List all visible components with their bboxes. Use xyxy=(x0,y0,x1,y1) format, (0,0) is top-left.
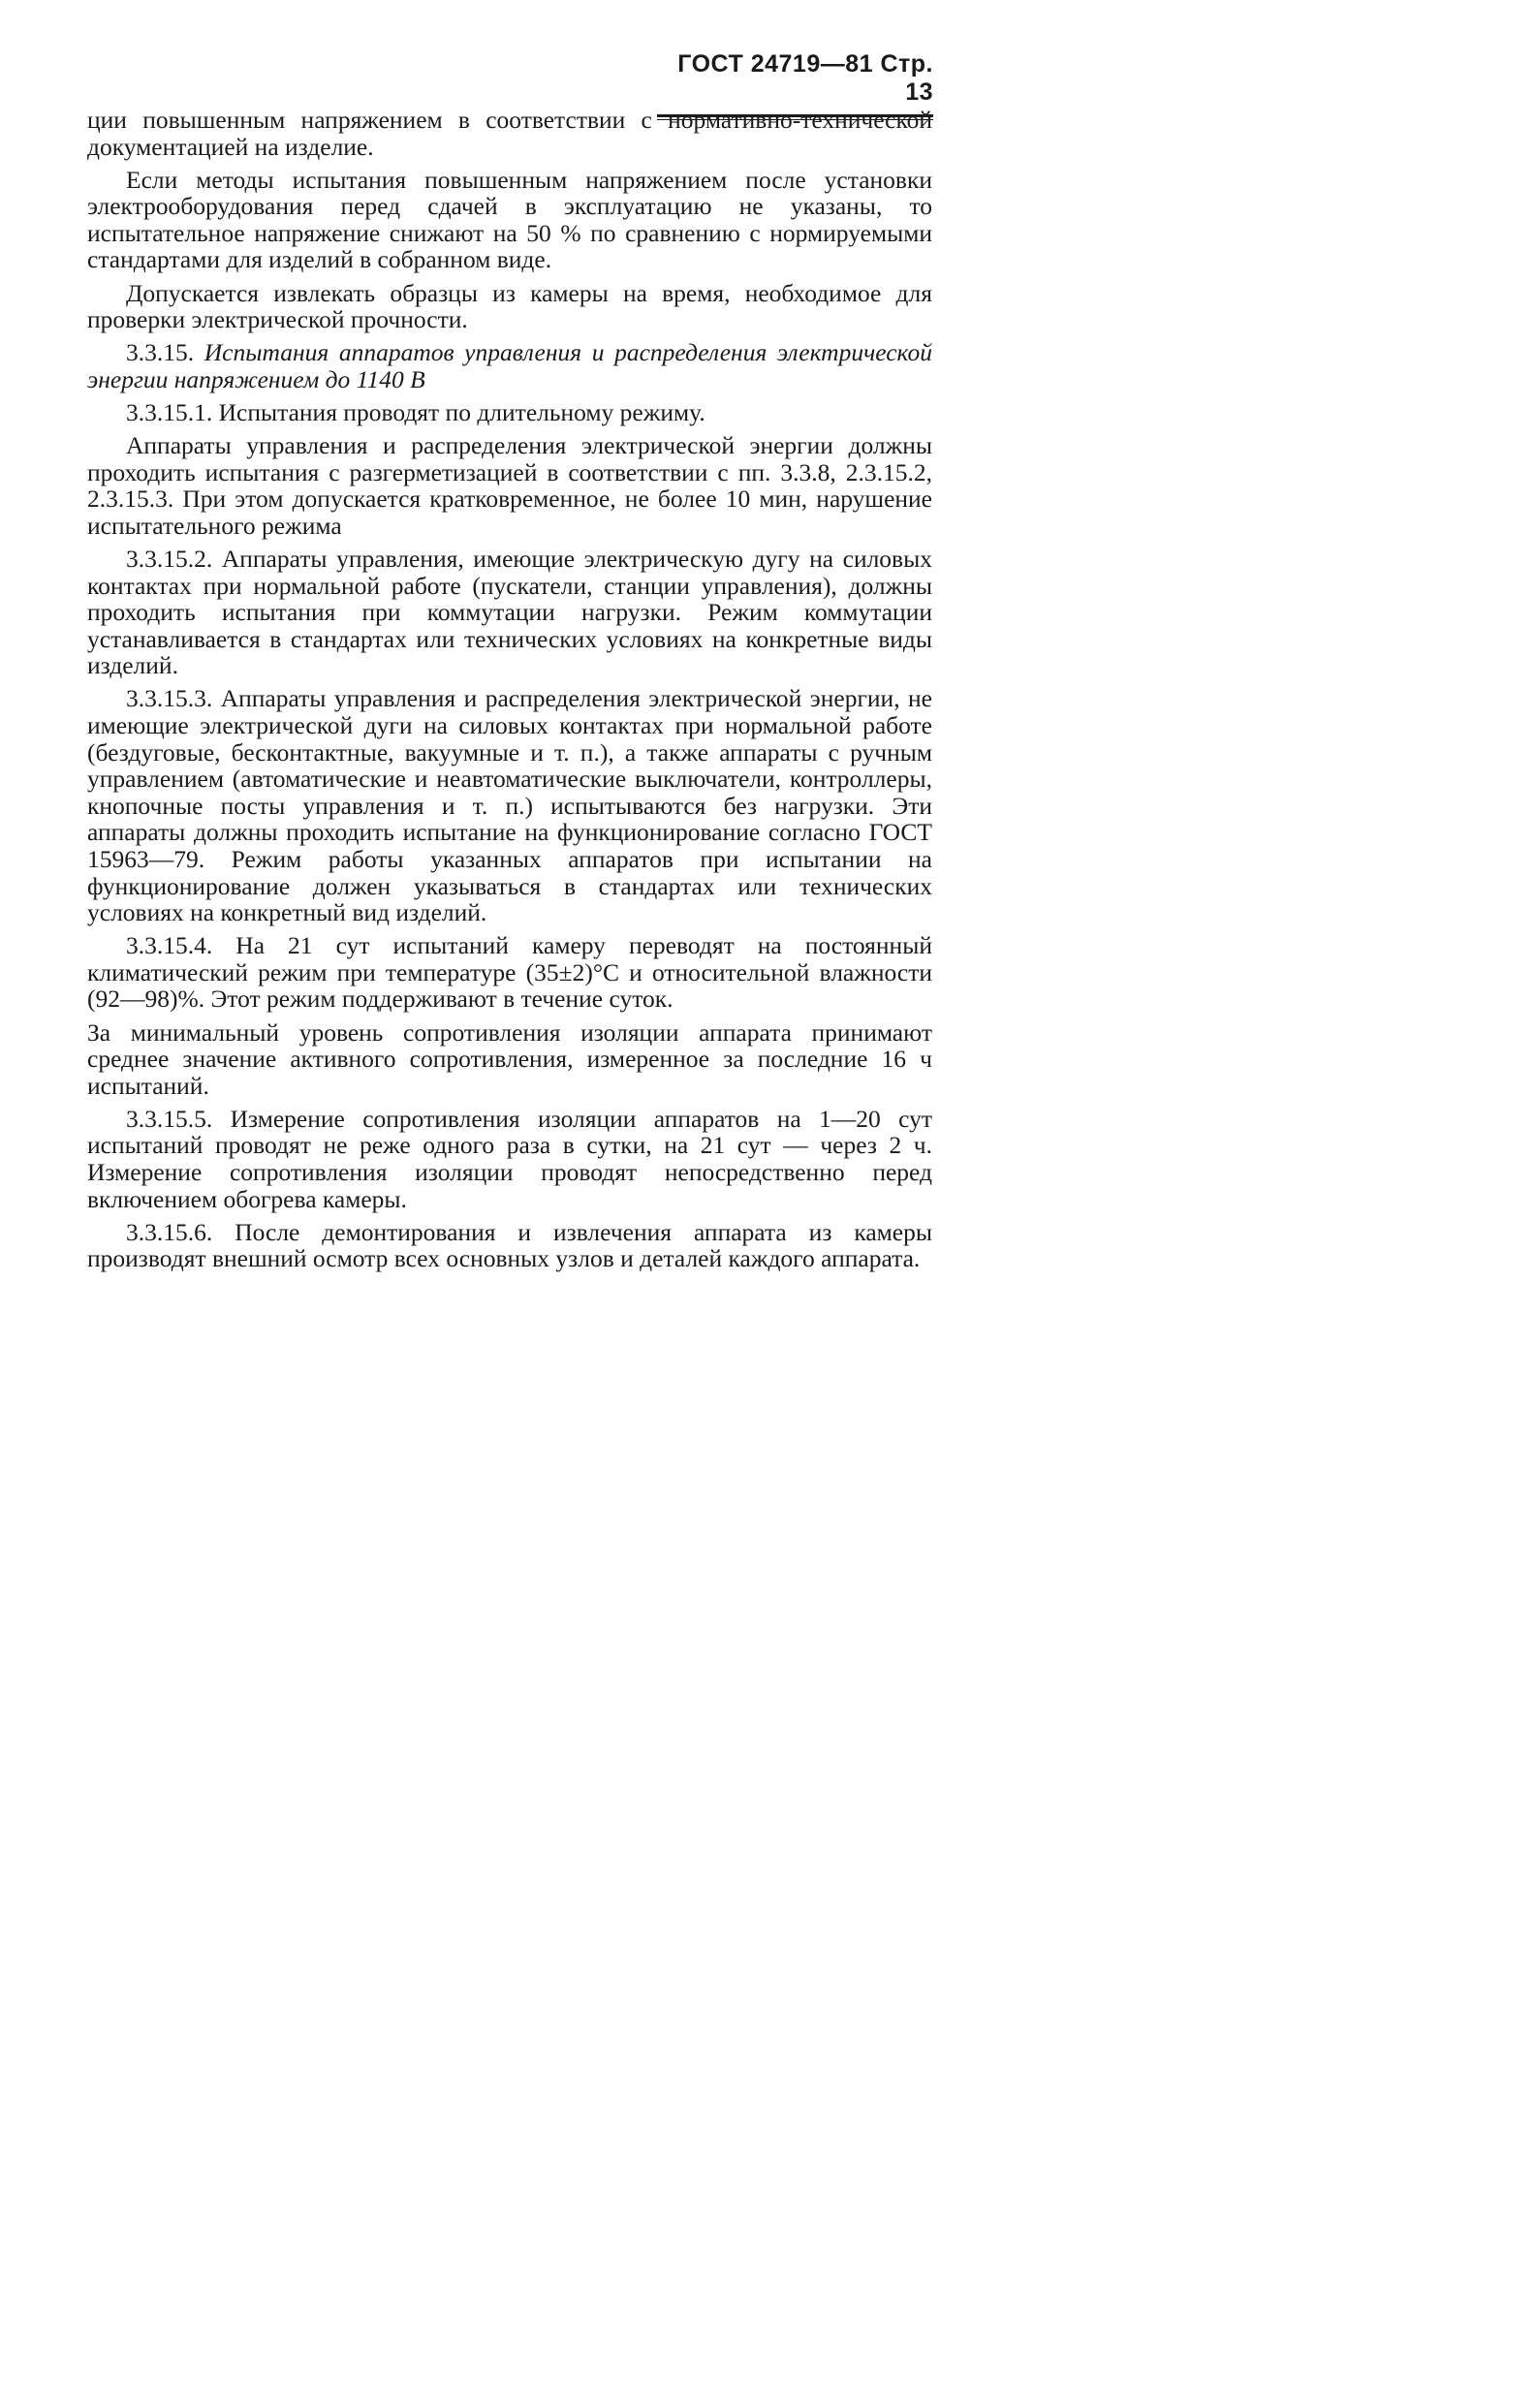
paragraph: Аппараты управления и распределения электрической энергии должны проходить испытания с разгерметизацией в соответствии с пп. 3.3.8, 2.3.15.2, 2.3.15.3. При этом допускается кратковременное, не более 10 мин, нарушение испытательного режима xyxy=(87,431,932,540)
paragraph: ции повышенным напряжением в соответствии с нормативно-технической документацией на изделие. xyxy=(87,106,932,161)
document-body xyxy=(87,107,932,1278)
paragraph: 3.3.15.1. Испытания проводят по длительному режиму. xyxy=(126,397,705,426)
document-page xyxy=(0,0,969,1520)
section-heading xyxy=(87,339,932,392)
paragraph: За минимальный уровень сопротивления изоляции аппарата принимают среднее значение активного сопротивления, измеренное за последние 16 ч испытаний. xyxy=(87,1017,932,1100)
paragraph: 3.3.15.3. Аппараты управления и распределения электрической энергии, не имеющие электрической дуги на силовых контактах при нормальной работе (бездуговые, бесконтактные, вакуумные и т. п.), а также аппараты с ручным управлением (автоматические и неавтоматические выключатели, контроллеры, кнопочные посты управления и т. п.) испытываются без нагрузки. Эти аппараты должны проходить испытание на функционирование согласно ГОСТ 15963—79. Режим работы указанных аппаратов при испытании на функционирование должен указываться в стандартах или технических условиях на конкретный вид изделий. xyxy=(87,684,932,927)
section-number: 3.3.15. xyxy=(126,338,195,367)
paragraph: Если методы испытания повышенным напряжением после установки электрооборудования перед сдачей в эксплуатацию не указаны, то испытательное напряжение снижают на 50 % по сравнению с нормируемыми стандартами для изделий в собранном виде. xyxy=(87,165,932,274)
paragraph: 3.3.15.5. Измерение сопротивления изоляции аппаратов на 1—20 сут испытаний проводят не реже одного раза в сутки, на 21 сут — через 2 ч. Измерение сопротивления изоляции проводят непосредственно перед включением обогрева камеры. xyxy=(87,1104,932,1213)
paragraph: 3.3.15.6. После демонтирования и извлечения аппарата из камеры производят внешний осмотр всех основных узлов и деталей каждого аппарата. xyxy=(87,1217,932,1273)
standard-number: ГОСТ 24719—81 xyxy=(677,50,874,78)
paragraph: 3.3.15.2. Аппараты управления, имеющие электрическую дугу на силовых контактах при нормальной работе (пускатели, станции управления), должны проходить испытания при коммутации нагрузки. Режим коммутации устанавливается в стандартах или технических условиях на конкретные виды изделий. xyxy=(87,544,932,680)
paragraph: Допускается извлекать образцы из камеры на время, необходимое для проверки электрической прочности. xyxy=(87,278,932,334)
section-title: Испытания аппаратов управления и распределения электрической энергии напряжением до 1140 В xyxy=(87,338,933,393)
paragraph: 3.3.15.4. На 21 сут испытаний камеру переводят на постоянный климатический режим при температуре (35±2)°С и относительной влажности (92—98)%. Этот режим поддерживают в течение суток. xyxy=(87,931,932,1014)
page-number: Стр. 13 xyxy=(880,50,933,106)
